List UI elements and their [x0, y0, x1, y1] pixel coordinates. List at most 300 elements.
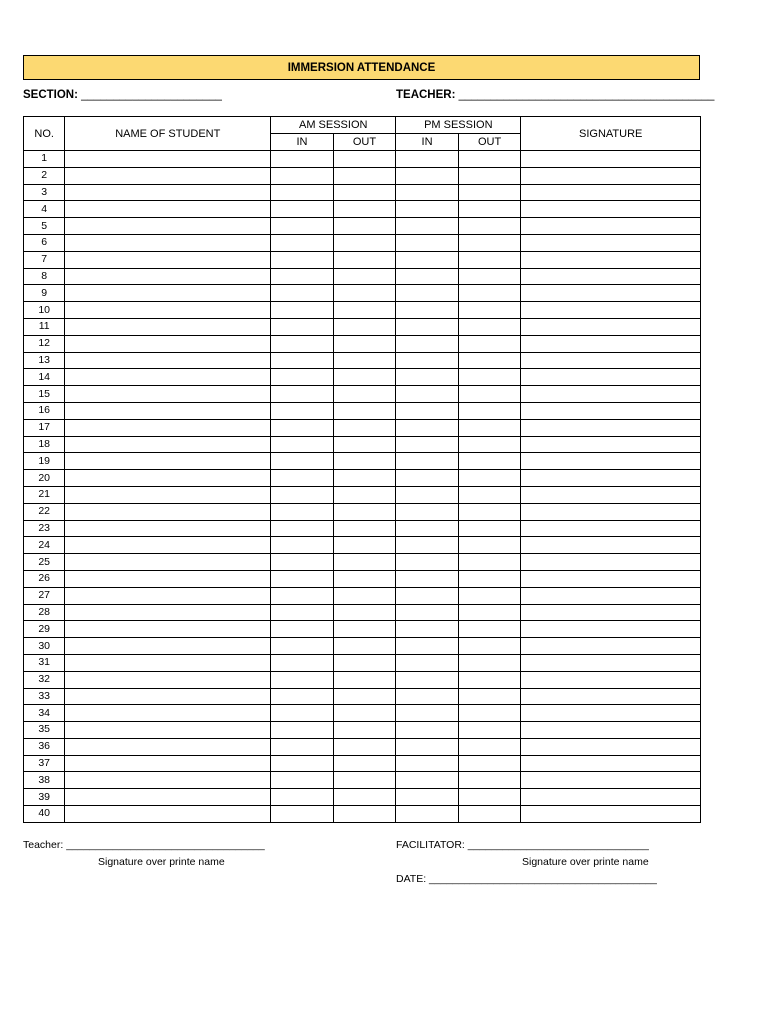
pm-out-cell[interactable] — [458, 537, 521, 554]
am-out-cell[interactable] — [333, 201, 396, 218]
signature-cell[interactable] — [521, 755, 701, 772]
signature-cell[interactable] — [521, 453, 701, 470]
am-out-cell[interactable] — [333, 218, 396, 235]
pm-out-cell[interactable] — [458, 688, 521, 705]
student-name-cell[interactable] — [65, 436, 271, 453]
pm-out-cell[interactable] — [458, 234, 521, 251]
signature-cell[interactable] — [521, 386, 701, 403]
student-name-cell[interactable] — [65, 419, 271, 436]
pm-out-cell[interactable] — [458, 621, 521, 638]
pm-in-cell[interactable] — [396, 772, 459, 789]
student-name-cell[interactable] — [65, 503, 271, 520]
signature-cell[interactable] — [521, 201, 701, 218]
table-row — [24, 402, 701, 419]
row-number: 35 — [24, 722, 65, 739]
pm-in-cell[interactable] — [396, 436, 459, 453]
pm-out-cell[interactable] — [458, 453, 521, 470]
header-signature: SIGNATURE — [521, 117, 701, 151]
row-number: 4 — [24, 201, 65, 218]
table-row — [24, 486, 701, 503]
table-row — [24, 705, 701, 722]
am-in-cell[interactable] — [271, 352, 334, 369]
row-number: 29 — [24, 621, 65, 638]
signature-cell[interactable] — [521, 688, 701, 705]
signature-cell[interactable] — [521, 218, 701, 235]
pm-in-cell[interactable] — [396, 167, 459, 184]
pm-out-cell[interactable] — [458, 218, 521, 235]
student-name-cell[interactable] — [65, 151, 271, 168]
student-name-cell[interactable] — [65, 369, 271, 386]
row-number: 19 — [24, 453, 65, 470]
signature-cell[interactable] — [521, 772, 701, 789]
am-out-cell[interactable] — [333, 167, 396, 184]
student-name-cell[interactable] — [65, 520, 271, 537]
header-am-session: AM SESSION — [271, 117, 396, 134]
student-name-cell[interactable] — [65, 386, 271, 403]
am-out-cell[interactable] — [333, 302, 396, 319]
student-name-cell[interactable] — [65, 470, 271, 487]
student-name-cell[interactable] — [65, 654, 271, 671]
am-in-cell[interactable] — [271, 151, 334, 168]
row-number: 14 — [24, 369, 65, 386]
header-pm-in: IN — [396, 134, 459, 151]
pm-out-cell[interactable] — [458, 520, 521, 537]
student-name-cell[interactable] — [65, 285, 271, 302]
am-out-cell[interactable] — [333, 587, 396, 604]
am-in-cell[interactable] — [271, 234, 334, 251]
signature-cell[interactable] — [521, 789, 701, 806]
am-out-cell[interactable] — [333, 436, 396, 453]
am-in-cell[interactable] — [271, 470, 334, 487]
am-in-cell[interactable] — [271, 772, 334, 789]
row-number: 39 — [24, 789, 65, 806]
signature-cell[interactable] — [521, 335, 701, 352]
am-out-cell[interactable] — [333, 285, 396, 302]
pm-in-cell[interactable] — [396, 302, 459, 319]
footer-facilitator-line[interactable]: FACILITATOR: _______________________________ — [396, 839, 649, 851]
row-number: 9 — [24, 285, 65, 302]
signature-cell[interactable] — [521, 537, 701, 554]
signature-cell[interactable] — [521, 604, 701, 621]
pm-out-cell[interactable] — [458, 386, 521, 403]
pm-out-cell[interactable] — [458, 402, 521, 419]
am-in-cell[interactable] — [271, 654, 334, 671]
pm-in-cell[interactable] — [396, 386, 459, 403]
student-name-cell[interactable] — [65, 537, 271, 554]
student-name-cell[interactable] — [65, 671, 271, 688]
row-number: 30 — [24, 638, 65, 655]
pm-out-cell[interactable] — [458, 671, 521, 688]
pm-in-cell[interactable] — [396, 503, 459, 520]
pm-in-cell[interactable] — [396, 218, 459, 235]
signature-cell[interactable] — [521, 470, 701, 487]
header-name: NAME OF STUDENT — [65, 117, 271, 151]
teacher-label: TEACHER: — [396, 89, 456, 101]
table-row — [24, 738, 701, 755]
signature-cell[interactable] — [521, 705, 701, 722]
pm-out-cell[interactable] — [458, 722, 521, 739]
student-name-cell[interactable] — [65, 789, 271, 806]
am-out-cell[interactable] — [333, 688, 396, 705]
pm-in-cell[interactable] — [396, 335, 459, 352]
signature-cell[interactable] — [521, 268, 701, 285]
am-in-cell[interactable] — [271, 251, 334, 268]
signature-cell[interactable] — [521, 654, 701, 671]
am-out-cell[interactable] — [333, 554, 396, 571]
am-in-cell[interactable] — [271, 369, 334, 386]
am-in-cell[interactable] — [271, 554, 334, 571]
am-out-cell[interactable] — [333, 335, 396, 352]
pm-in-cell[interactable] — [396, 470, 459, 487]
pm-in-cell[interactable] — [396, 604, 459, 621]
am-out-cell[interactable] — [333, 789, 396, 806]
pm-in-cell[interactable] — [396, 570, 459, 587]
pm-out-cell[interactable] — [458, 503, 521, 520]
attendance-table — [23, 116, 701, 823]
pm-out-cell[interactable] — [458, 184, 521, 201]
pm-out-cell[interactable] — [458, 486, 521, 503]
signature-cell[interactable] — [521, 520, 701, 537]
am-out-cell[interactable] — [333, 738, 396, 755]
student-name-cell[interactable] — [65, 234, 271, 251]
student-name-cell[interactable] — [65, 352, 271, 369]
pm-out-cell[interactable] — [458, 419, 521, 436]
am-in-cell[interactable] — [271, 167, 334, 184]
footer-date-line[interactable]: DATE: _______________________________________ — [396, 873, 657, 885]
header-pm-session: PM SESSION — [396, 117, 521, 134]
student-name-cell[interactable] — [65, 638, 271, 655]
pm-out-cell[interactable] — [458, 151, 521, 168]
am-in-cell[interactable] — [271, 218, 334, 235]
row-number: 3 — [24, 184, 65, 201]
pm-in-cell[interactable] — [396, 671, 459, 688]
table-row — [24, 604, 701, 621]
student-name-cell[interactable] — [65, 318, 271, 335]
student-name-cell[interactable] — [65, 302, 271, 319]
am-out-cell[interactable] — [333, 251, 396, 268]
am-out-cell[interactable] — [333, 520, 396, 537]
pm-in-cell[interactable] — [396, 722, 459, 739]
table-row — [24, 789, 701, 806]
table-row — [24, 318, 701, 335]
row-number: 37 — [24, 755, 65, 772]
pm-out-cell[interactable] — [458, 554, 521, 571]
signature-cell[interactable] — [521, 503, 701, 520]
student-name-cell[interactable] — [65, 587, 271, 604]
student-name-cell[interactable] — [65, 604, 271, 621]
row-number: 33 — [24, 688, 65, 705]
pm-out-cell[interactable] — [458, 604, 521, 621]
am-out-cell[interactable] — [333, 806, 396, 823]
am-in-cell[interactable] — [271, 453, 334, 470]
am-out-cell[interactable] — [333, 151, 396, 168]
signature-cell[interactable] — [521, 167, 701, 184]
pm-in-cell[interactable] — [396, 453, 459, 470]
signature-cell[interactable] — [521, 587, 701, 604]
pm-in-cell[interactable] — [396, 638, 459, 655]
pm-out-cell[interactable] — [458, 201, 521, 218]
pm-out-cell[interactable] — [458, 789, 521, 806]
pm-out-cell[interactable] — [458, 268, 521, 285]
row-number: 6 — [24, 234, 65, 251]
student-name-cell[interactable] — [65, 738, 271, 755]
pm-in-cell[interactable] — [396, 151, 459, 168]
signature-cell[interactable] — [521, 302, 701, 319]
student-name-cell[interactable] — [65, 218, 271, 235]
am-in-cell[interactable] — [271, 705, 334, 722]
pm-out-cell[interactable] — [458, 302, 521, 319]
pm-in-cell[interactable] — [396, 554, 459, 571]
student-name-cell[interactable] — [65, 772, 271, 789]
row-number: 15 — [24, 386, 65, 403]
am-out-cell[interactable] — [333, 352, 396, 369]
pm-in-cell[interactable] — [396, 318, 459, 335]
pm-in-cell[interactable] — [396, 705, 459, 722]
pm-in-cell[interactable] — [396, 402, 459, 419]
am-in-cell[interactable] — [271, 302, 334, 319]
table-row — [24, 722, 701, 739]
pm-out-cell[interactable] — [458, 738, 521, 755]
student-name-cell[interactable] — [65, 167, 271, 184]
row-number: 32 — [24, 671, 65, 688]
am-in-cell[interactable] — [271, 587, 334, 604]
pm-out-cell[interactable] — [458, 335, 521, 352]
am-in-cell[interactable] — [271, 184, 334, 201]
am-in-cell[interactable] — [271, 755, 334, 772]
am-in-cell[interactable] — [271, 688, 334, 705]
teacher-blank[interactable]: ________________________________________ — [458, 89, 715, 101]
table-row — [24, 386, 701, 403]
pm-out-cell[interactable] — [458, 251, 521, 268]
pm-out-cell[interactable] — [458, 705, 521, 722]
attendance-rows — [24, 151, 701, 823]
row-number: 40 — [24, 806, 65, 823]
signature-cell[interactable] — [521, 806, 701, 823]
pm-in-cell[interactable] — [396, 520, 459, 537]
am-out-cell[interactable] — [333, 671, 396, 688]
row-number: 31 — [24, 654, 65, 671]
pm-out-cell[interactable] — [458, 285, 521, 302]
row-number: 24 — [24, 537, 65, 554]
row-number: 1 — [24, 151, 65, 168]
am-out-cell[interactable] — [333, 453, 396, 470]
pm-in-cell[interactable] — [396, 268, 459, 285]
pm-out-cell[interactable] — [458, 806, 521, 823]
am-in-cell[interactable] — [271, 537, 334, 554]
pm-out-cell[interactable] — [458, 755, 521, 772]
section-blank[interactable]: ______________________ — [81, 89, 222, 101]
signature-cell[interactable] — [521, 318, 701, 335]
pm-out-cell[interactable] — [458, 772, 521, 789]
am-out-cell[interactable] — [333, 419, 396, 436]
am-out-cell[interactable] — [333, 268, 396, 285]
student-name-cell[interactable] — [65, 402, 271, 419]
pm-out-cell[interactable] — [458, 369, 521, 386]
am-in-cell[interactable] — [271, 621, 334, 638]
am-in-cell[interactable] — [271, 201, 334, 218]
signature-cell[interactable] — [521, 722, 701, 739]
am-out-cell[interactable] — [333, 772, 396, 789]
row-number: 17 — [24, 419, 65, 436]
pm-out-cell[interactable] — [458, 570, 521, 587]
row-number: 11 — [24, 318, 65, 335]
pm-in-cell[interactable] — [396, 806, 459, 823]
table-row — [24, 436, 701, 453]
am-out-cell[interactable] — [333, 184, 396, 201]
am-out-cell[interactable] — [333, 570, 396, 587]
pm-in-cell[interactable] — [396, 738, 459, 755]
signature-cell[interactable] — [521, 738, 701, 755]
row-number: 7 — [24, 251, 65, 268]
student-name-cell[interactable] — [65, 621, 271, 638]
am-in-cell[interactable] — [271, 570, 334, 587]
table-row — [24, 268, 701, 285]
student-name-cell[interactable] — [65, 486, 271, 503]
student-name-cell[interactable] — [65, 722, 271, 739]
pm-in-cell[interactable] — [396, 285, 459, 302]
am-in-cell[interactable] — [271, 671, 334, 688]
am-in-cell[interactable] — [271, 335, 334, 352]
signature-cell[interactable] — [521, 638, 701, 655]
pm-out-cell[interactable] — [458, 167, 521, 184]
am-out-cell[interactable] — [333, 537, 396, 554]
signature-cell[interactable] — [521, 671, 701, 688]
pm-in-cell[interactable] — [396, 486, 459, 503]
am-out-cell[interactable] — [333, 638, 396, 655]
am-in-cell[interactable] — [271, 638, 334, 655]
row-number: 38 — [24, 772, 65, 789]
signature-cell[interactable] — [521, 151, 701, 168]
am-in-cell[interactable] — [271, 436, 334, 453]
am-in-cell[interactable] — [271, 486, 334, 503]
signature-cell[interactable] — [521, 621, 701, 638]
am-out-cell[interactable] — [333, 503, 396, 520]
am-in-cell[interactable] — [271, 604, 334, 621]
table-row — [24, 806, 701, 823]
header-am-out: OUT — [333, 134, 396, 151]
header-no: NO. — [24, 117, 65, 151]
student-name-cell[interactable] — [65, 201, 271, 218]
pm-in-cell[interactable] — [396, 352, 459, 369]
am-out-cell[interactable] — [333, 402, 396, 419]
am-out-cell[interactable] — [333, 621, 396, 638]
pm-in-cell[interactable] — [396, 621, 459, 638]
am-in-cell[interactable] — [271, 503, 334, 520]
am-in-cell[interactable] — [271, 419, 334, 436]
pm-in-cell[interactable] — [396, 688, 459, 705]
pm-in-cell[interactable] — [396, 587, 459, 604]
table-row — [24, 184, 701, 201]
pm-in-cell[interactable] — [396, 184, 459, 201]
row-number: 5 — [24, 218, 65, 235]
signature-cell[interactable] — [521, 285, 701, 302]
student-name-cell[interactable] — [65, 688, 271, 705]
am-in-cell[interactable] — [271, 738, 334, 755]
pm-in-cell[interactable] — [396, 201, 459, 218]
signature-cell[interactable] — [521, 486, 701, 503]
am-in-cell[interactable] — [271, 722, 334, 739]
am-in-cell[interactable] — [271, 285, 334, 302]
am-out-cell[interactable] — [333, 705, 396, 722]
pm-in-cell[interactable] — [396, 654, 459, 671]
student-name-cell[interactable] — [65, 268, 271, 285]
am-in-cell[interactable] — [271, 520, 334, 537]
am-out-cell[interactable] — [333, 234, 396, 251]
am-out-cell[interactable] — [333, 369, 396, 386]
pm-in-cell[interactable] — [396, 755, 459, 772]
footer-teacher-line[interactable]: Teacher: __________________________________ — [23, 839, 265, 851]
am-in-cell[interactable] — [271, 268, 334, 285]
student-name-cell[interactable] — [65, 335, 271, 352]
signature-cell[interactable] — [521, 352, 701, 369]
signature-cell[interactable] — [521, 436, 701, 453]
am-out-cell[interactable] — [333, 755, 396, 772]
am-out-cell[interactable] — [333, 470, 396, 487]
am-out-cell[interactable] — [333, 386, 396, 403]
footer-facilitator-caption: Signature over printe name — [522, 856, 649, 868]
student-name-cell[interactable] — [65, 806, 271, 823]
student-name-cell[interactable] — [65, 554, 271, 571]
student-name-cell[interactable] — [65, 570, 271, 587]
am-in-cell[interactable] — [271, 789, 334, 806]
pm-in-cell[interactable] — [396, 789, 459, 806]
signature-cell[interactable] — [521, 402, 701, 419]
am-in-cell[interactable] — [271, 806, 334, 823]
pm-out-cell[interactable] — [458, 587, 521, 604]
table-row — [24, 537, 701, 554]
row-number: 34 — [24, 705, 65, 722]
table-row — [24, 587, 701, 604]
pm-out-cell[interactable] — [458, 352, 521, 369]
table-row — [24, 654, 701, 671]
student-name-cell[interactable] — [65, 184, 271, 201]
pm-in-cell[interactable] — [396, 251, 459, 268]
am-out-cell[interactable] — [333, 654, 396, 671]
pm-out-cell[interactable] — [458, 654, 521, 671]
pm-in-cell[interactable] — [396, 419, 459, 436]
pm-out-cell[interactable] — [458, 638, 521, 655]
am-out-cell[interactable] — [333, 486, 396, 503]
signature-cell[interactable] — [521, 184, 701, 201]
student-name-cell[interactable] — [65, 453, 271, 470]
student-name-cell[interactable] — [65, 705, 271, 722]
am-out-cell[interactable] — [333, 318, 396, 335]
row-number: 13 — [24, 352, 65, 369]
pm-in-cell[interactable] — [396, 369, 459, 386]
pm-in-cell[interactable] — [396, 537, 459, 554]
signature-cell[interactable] — [521, 251, 701, 268]
signature-cell[interactable] — [521, 419, 701, 436]
row-number: 21 — [24, 486, 65, 503]
signature-cell[interactable] — [521, 369, 701, 386]
pm-out-cell[interactable] — [458, 436, 521, 453]
pm-out-cell[interactable] — [458, 470, 521, 487]
signature-cell[interactable] — [521, 234, 701, 251]
am-in-cell[interactable] — [271, 402, 334, 419]
student-name-cell[interactable] — [65, 755, 271, 772]
am-out-cell[interactable] — [333, 722, 396, 739]
signature-cell[interactable] — [521, 570, 701, 587]
pm-in-cell[interactable] — [396, 234, 459, 251]
student-name-cell[interactable] — [65, 251, 271, 268]
row-number: 16 — [24, 402, 65, 419]
am-in-cell[interactable] — [271, 318, 334, 335]
signature-cell[interactable] — [521, 554, 701, 571]
am-in-cell[interactable] — [271, 386, 334, 403]
am-out-cell[interactable] — [333, 604, 396, 621]
table-row — [24, 453, 701, 470]
pm-out-cell[interactable] — [458, 318, 521, 335]
